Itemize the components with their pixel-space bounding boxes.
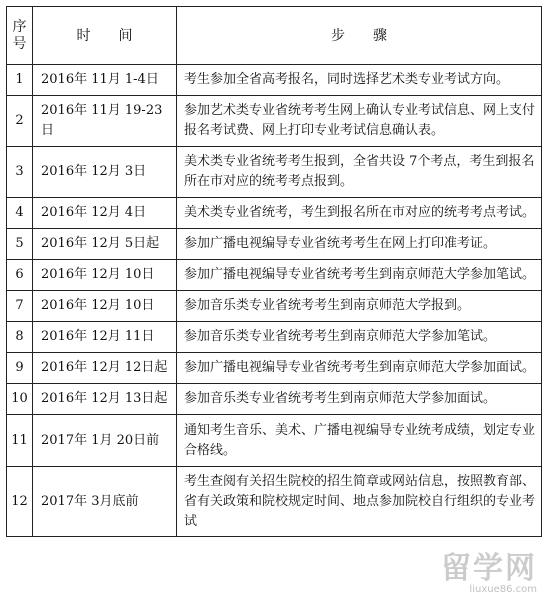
- table-row: [7, 260, 542, 291]
- header-number-char-1: 序: [12, 18, 27, 35]
- row-number: 12: [7, 467, 33, 537]
- table-row: [7, 147, 542, 198]
- row-number: 10: [7, 384, 33, 415]
- row-number: 6: [7, 260, 33, 291]
- row-time: 2017年 1月 20日前: [33, 415, 177, 467]
- header-number-char-2: 号: [12, 35, 27, 52]
- header-row: [7, 7, 542, 65]
- row-time: 2016年 12月 12日起: [33, 353, 177, 384]
- row-number: 8: [7, 322, 33, 353]
- watermark-url: liuxue86.com: [469, 584, 537, 595]
- row-step: 考生查阅有关招生院校的招生简章或网站信息，按照教育部、省有关政策和院校规定时间、地点参加院校自行组织的专业考试: [177, 467, 542, 537]
- row-step: 通知考生音乐、美术、广播电视编导专业统考成绩，划定专业合格线。: [177, 415, 542, 467]
- table-row: [7, 198, 542, 229]
- row-time: 2016年 12月 3日: [33, 147, 177, 198]
- row-number: 1: [7, 65, 33, 96]
- table-row: [7, 291, 542, 322]
- table-row: [7, 65, 542, 96]
- table-row: [7, 415, 542, 467]
- row-time: 2016年 12月 10日: [33, 260, 177, 291]
- row-time: 2016年 11月 19-23日: [33, 96, 177, 147]
- row-step: 参加音乐类专业省统考考生到南京师范大学参加面试。: [177, 384, 542, 415]
- table-row: [7, 467, 542, 537]
- table-row: [7, 322, 542, 353]
- row-step: 美术类专业省统考考生报到，全省共设 7个考点，考生到报名所在市对应的统考考点报到。: [177, 147, 542, 198]
- header-number: [7, 7, 33, 65]
- table-row: [7, 353, 542, 384]
- row-step: 参加艺术类专业省统考考生网上确认专业考试信息、网上支付报名考试费、网上打印专业考试信息确认表。: [177, 96, 542, 147]
- site-watermark: [441, 551, 537, 596]
- row-step: 考生参加全省高考报名，同时选择艺术类专业考试方向。: [177, 65, 542, 96]
- header-time: 时 间: [33, 7, 177, 65]
- row-time: 2016年 11月 1-4日: [33, 65, 177, 96]
- row-step: 参加音乐类专业省统考考生到南京师范大学参加笔试。: [177, 322, 542, 353]
- row-number: 5: [7, 229, 33, 260]
- row-step: 参加广播电视编导专业省统考考生到南京师范大学参加笔试。: [177, 260, 542, 291]
- row-step: 美术类专业省统考，考生到报名所在市对应的统考考点考试。: [177, 198, 542, 229]
- row-time: 2016年 12月 4日: [33, 198, 177, 229]
- header-steps: 步 骤: [177, 7, 542, 65]
- table-row: [7, 96, 542, 147]
- row-number: 4: [7, 198, 33, 229]
- watermark-logo: 留学网: [441, 551, 537, 586]
- row-time: 2016年 12月 13日起: [33, 384, 177, 415]
- row-time: 2016年 12月 5日起: [33, 229, 177, 260]
- table-row: [7, 229, 542, 260]
- table-row: [7, 384, 542, 415]
- row-step: 参加音乐类专业省统考考生到南京师范大学报到。: [177, 291, 542, 322]
- row-step: 参加广播电视编导专业省统考考生到南京师范大学参加面试。: [177, 353, 542, 384]
- row-number: 11: [7, 415, 33, 467]
- row-number: 2: [7, 96, 33, 147]
- row-number: 9: [7, 353, 33, 384]
- row-number: 7: [7, 291, 33, 322]
- row-time: 2017年 3月底前: [33, 467, 177, 537]
- row-time: 2016年 12月 10日: [33, 291, 177, 322]
- exam-schedule-table: [6, 6, 542, 537]
- row-time: 2016年 12月 11日: [33, 322, 177, 353]
- row-number: 3: [7, 147, 33, 198]
- row-step: 参加广播电视编导专业省统考考生在网上打印准考证。: [177, 229, 542, 260]
